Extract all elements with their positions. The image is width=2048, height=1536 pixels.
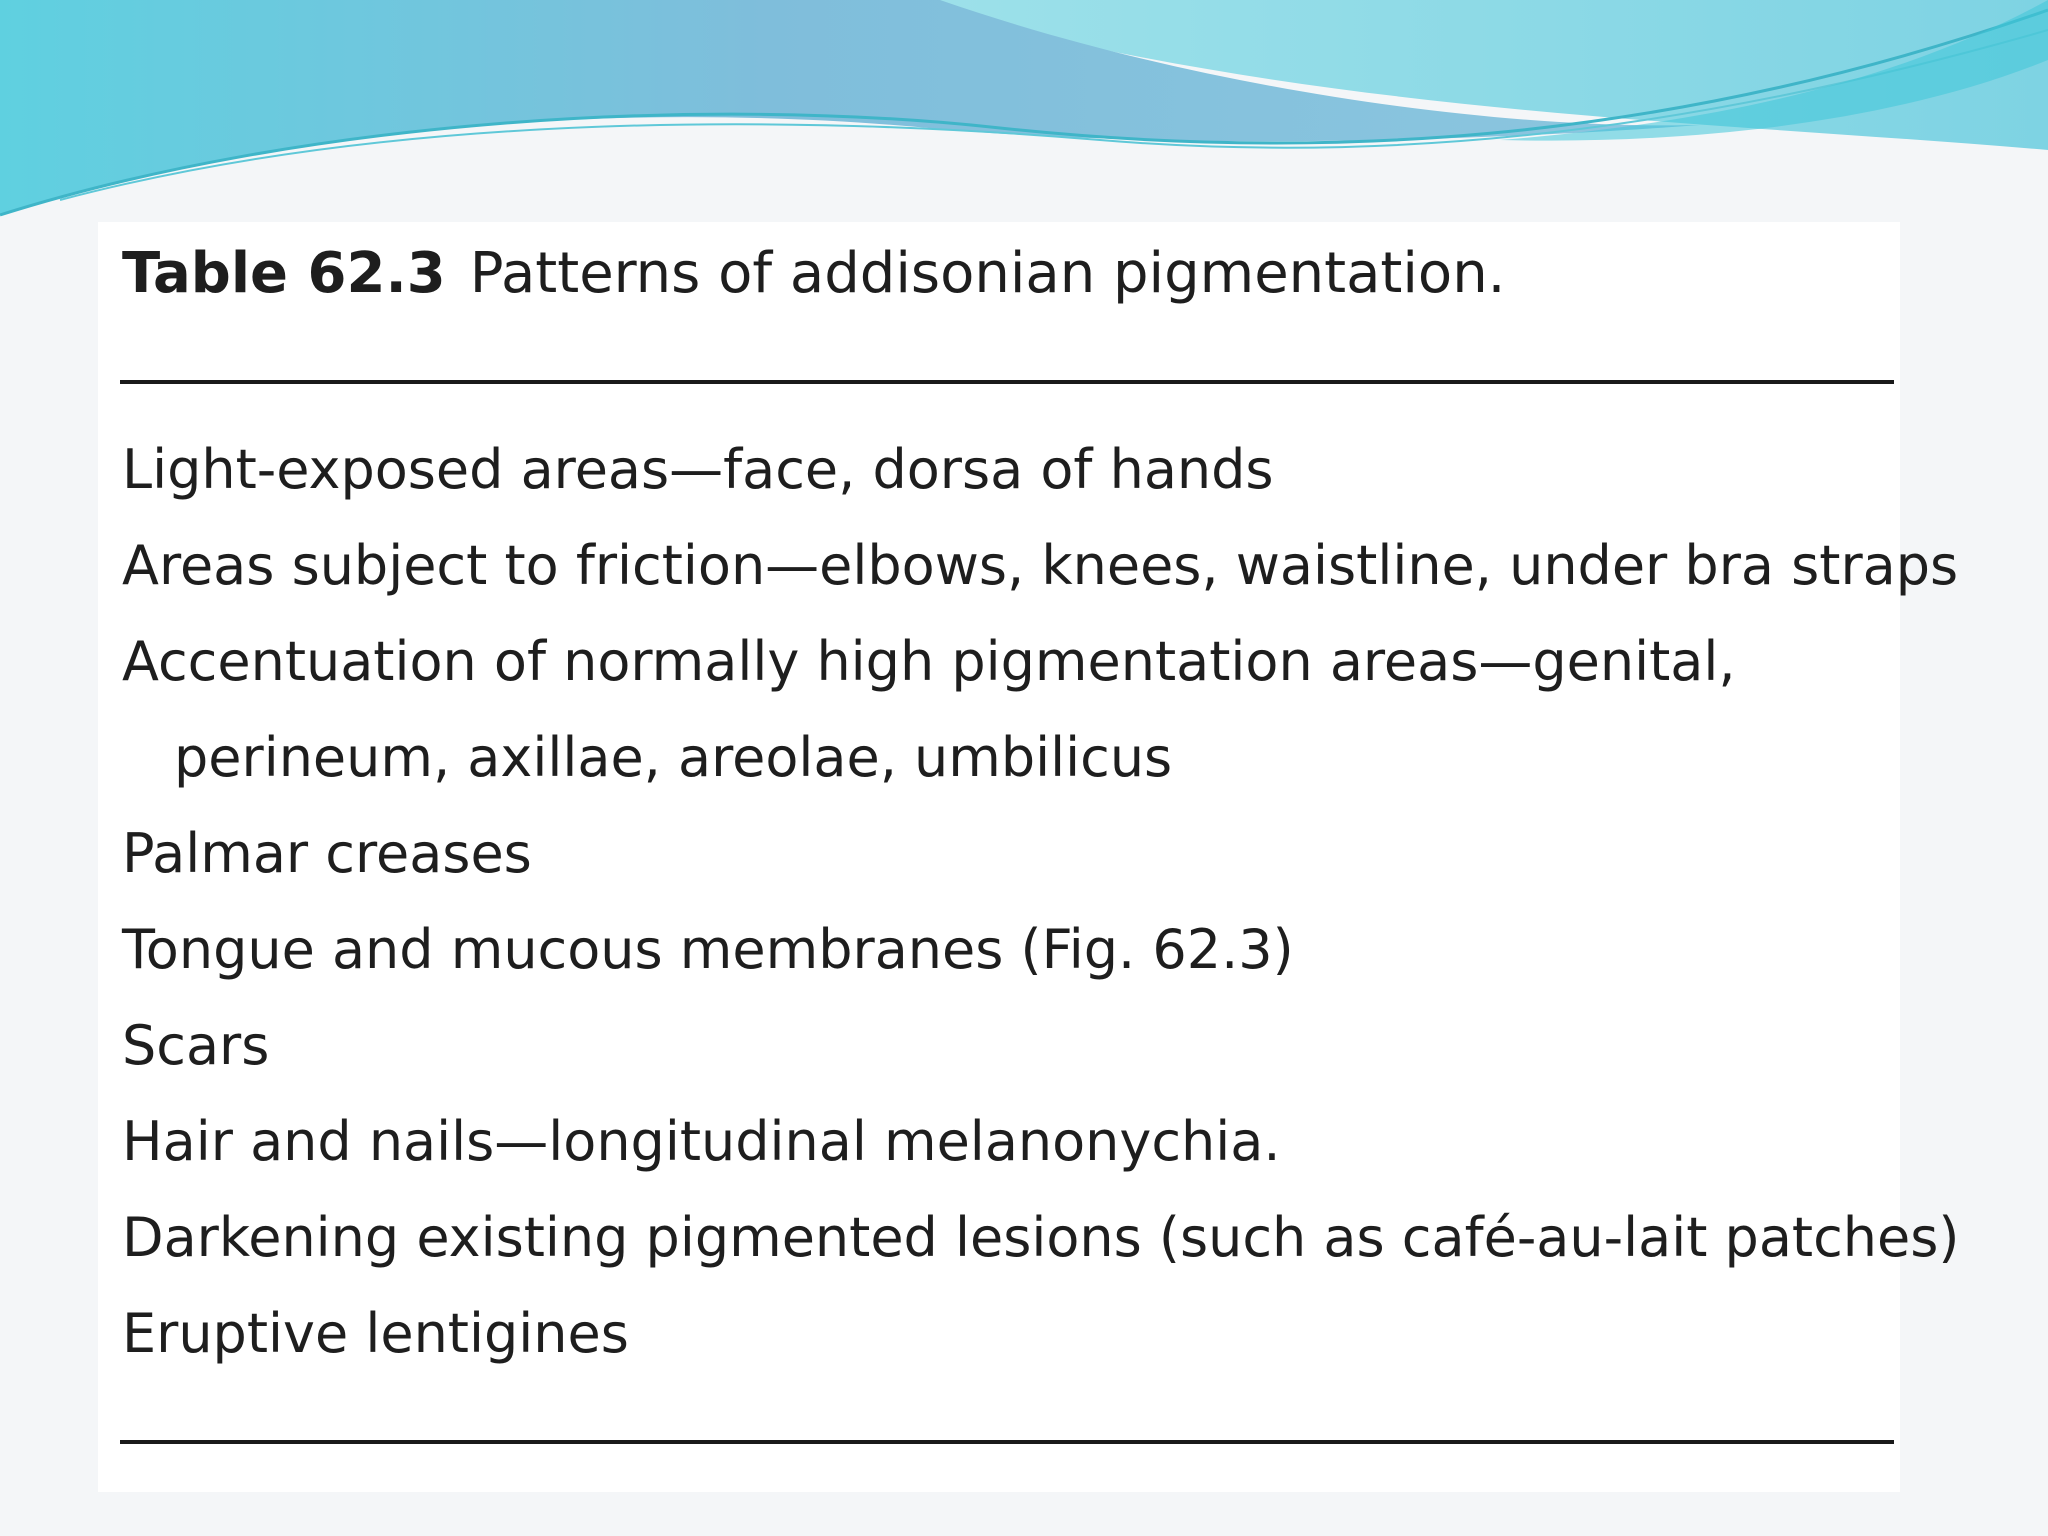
table-row: Palmar creases xyxy=(122,822,532,885)
table-row: Eruptive lentigines xyxy=(122,1302,629,1365)
table-row: Accentuation of normally high pigmentation areas—genital, perineum, axillae, areolae, umbilicus xyxy=(122,630,1736,789)
table-row: Light-exposed areas—face, dorsa of hands xyxy=(122,438,1274,501)
table-top-rule xyxy=(120,380,1894,384)
table-bottom-rule xyxy=(120,1440,1894,1444)
table-rows xyxy=(122,422,1960,1382)
table-row: Darkening existing pigmented lesions (such as café-au-lait patches) xyxy=(122,1206,1960,1269)
table-row: Scars xyxy=(122,1014,270,1077)
table-caption xyxy=(122,240,1505,307)
table-62-3 xyxy=(98,222,1960,1492)
table-row: Hair and nails—longitudinal melanonychia. xyxy=(122,1110,1281,1173)
table-row: Tongue and mucous membranes (Fig. 62.3) xyxy=(122,918,1294,981)
header-wave-decoration xyxy=(0,0,2048,240)
table-number: Table 62.3 xyxy=(122,241,446,306)
table-row: Areas subject to friction—elbows, knees, waistline, under bra straps xyxy=(122,534,1959,597)
table-title: Patterns of addisonian pigmentation. xyxy=(469,241,1506,306)
